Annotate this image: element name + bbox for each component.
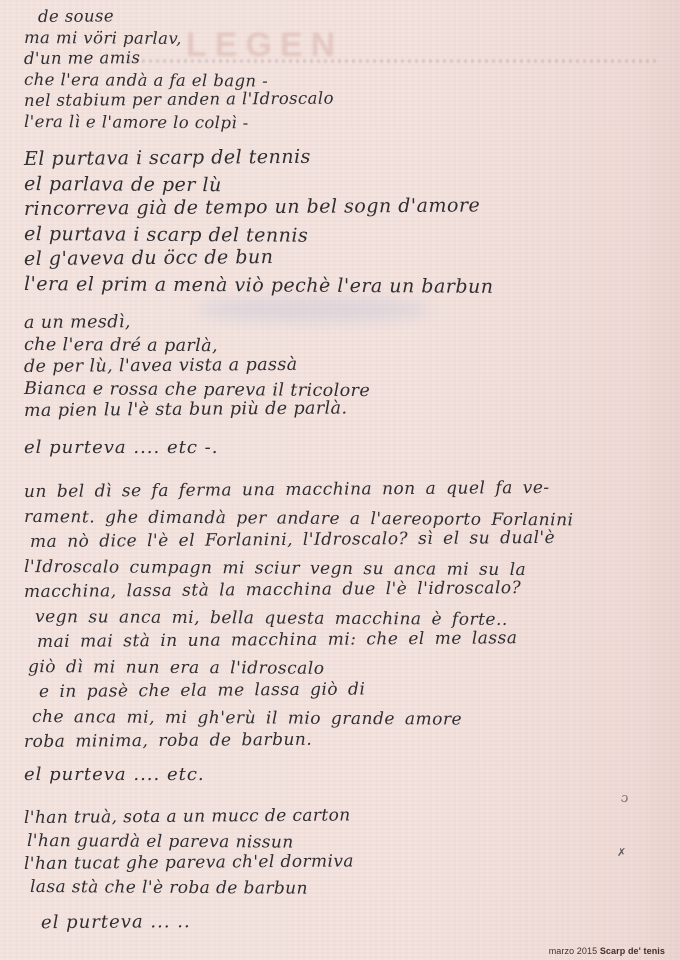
lyric-line: l'han truà, sota a un mucc de carton [23,805,351,828]
lyric-line: El purtava i scarp del tennis [23,145,311,170]
lyric-line: l'han guardà el pareva nissun [26,831,294,853]
lyrics-content [24,6,670,934]
stanza-finale [24,807,670,899]
lyric-line: giò dì mi nun era a l'idroscalo [27,657,325,679]
refrain-etc-line: el purteva .... etc -. [24,437,219,458]
stray-ink-cross-mark: ✗ [617,846,627,859]
lyric-line: el parlava de per lù [23,173,222,197]
lyric-line: lasa stà che l'è roba de barbun [29,877,308,899]
lyric-line: l'han tucat ghe pareva ch'el dormiva [23,851,354,874]
footer-magazine-title: Scarp de' tenis [599,946,665,956]
lyric-line: Bianca e rossa che pareva il tricolore [23,379,371,402]
lyric-line: macchina, lassa stà la macchina due l'è l'idroscalo? [23,578,522,602]
lyric-line: e in pasè che ela me lassa giò di [38,679,366,702]
lyric-line: rincorreva già de tempo un bel sogn d'amore [23,194,481,220]
stanza-intro [24,6,670,132]
lyric-line: ma pien lu l'è sta bun più de parlà. [23,398,348,421]
lyric-line: el purtava i scarp del tennis [23,223,309,247]
lyric-line: de souse [37,6,115,26]
lyric-line: ma nò dice l'è el Forlanini, l'Idroscalo? sì el su dual'è [29,527,556,552]
lyric-line: l'era lì e l'amore lo colpì - [23,112,249,133]
lyric-line: mai mai stà in una macchina mi: che el me lassa [36,628,518,652]
page-footer [549,946,665,956]
refrain-etc-line: el purteva .... etc. [24,764,205,785]
lyric-line: un bel dì se fa ferma una macchina non a quel fa ve- [23,477,550,502]
lyric-line: a un mesdì, [23,312,131,333]
lyric-line: ma mi vöri parlav, [23,28,182,48]
lyric-line: nel stabium per anden a l'Idroscalo [23,88,334,110]
footer-date: marzo 2015 [548,946,600,956]
lyric-line: rament. ghe dimandà per andare a l'aereoporto Forlanini [23,507,574,531]
lyric-line: d'un me amis [23,48,141,68]
stanza-refrain [24,147,670,297]
lyric-line: vegn su anca mi, bella questa macchina è forte.. [34,607,508,630]
outro-line: el purteva ... .. [40,911,191,934]
lyric-line: che l'era andà a fa el bagn - [23,70,269,91]
lyric-line: che l'era dré a parlà, [23,335,219,357]
lyric-line: roba minima, roba de barbun. [23,729,313,752]
stray-ink-curl-mark: ɔ [619,790,630,807]
lyric-line: che anca mi, mi gh'erù il mio grande amore [31,707,463,730]
stanza-verse2 [24,312,670,422]
lyric-line: l'era el prim a menà viò pechè l'era un barbun [23,273,494,298]
bleed-through-watermark: LEGEN [186,26,344,64]
stanza-spoken [23,477,670,755]
lyric-line: de per lù, l'avea vista a passà [23,354,298,377]
lyric-line: el g'aveva du öcc de bun [23,246,274,270]
lyric-line: l'Idroscalo cumpagn mi sciur vegn su anca mi su la [23,557,527,581]
